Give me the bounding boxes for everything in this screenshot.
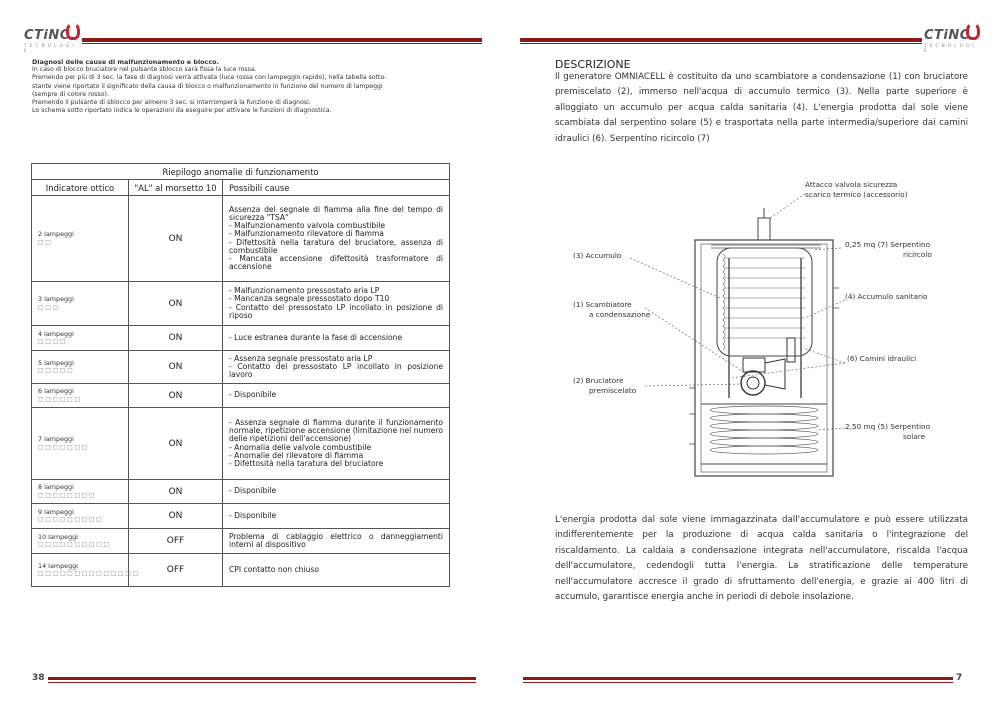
label-line: (2) Bruciatore [573,376,624,385]
blink-dots-icon: □□□□□□ [38,395,82,403]
page-number-left: 38 [32,673,45,683]
flame-icon [966,22,980,40]
cause-line: - Malfunzionamento valvola combustibile [229,221,386,231]
blink-dots-icon: □□□□□ [38,367,75,374]
al-terminal-cell: OFF [129,529,223,554]
cause-line: - Difettosità nella taratura del bruciatore [229,458,384,468]
table-row [32,504,450,529]
al-terminal-cell: OFF [129,554,223,587]
indicator-label: 2 lampeggi [38,230,74,238]
al-terminal-cell: ON [129,480,223,504]
label-line: premiscelato [589,386,637,395]
page-number-right: 7 [956,673,963,683]
table-row [32,480,450,504]
cause-line: - Disponibile [229,486,277,496]
causes-cell [223,554,450,587]
cause-line: - Mancata accensione difettosità trasformatore di accensione [229,253,444,271]
footer-rule-right [523,677,953,680]
intro-line: (sempre di colore rosso). [32,90,109,98]
indicator-label: 6 lampeggi [38,387,74,395]
al-terminal-cell: ON [129,504,223,529]
al-terminal-cell: ON [129,351,223,384]
footer-rule-left [48,677,476,680]
blink-dots-icon: □□□ [38,303,60,311]
causes-cell [223,504,450,529]
label-line: (1) Scambiatore [573,300,632,309]
indicator-label: 14 lampeggi [38,561,78,570]
cause-line: Assenza del segnale di fiamma alla fine del tempo di sicurezza "TSA" [229,205,444,223]
label-recirc-coil [845,240,932,260]
label-line: Attacco valvola sicurezza [805,180,898,189]
section-title: DESCRIZIONE [555,58,631,71]
boiler-diagram [555,178,968,498]
indicator-label: 8 lampeggi [38,483,74,491]
al-terminal-cell: ON [129,196,223,282]
column-header: Indicatore ottico [32,180,129,196]
label-line: scarico termico (accessorio) [805,190,908,199]
solar-energy-text: L'energia prodotta dal sole viene immagazzinata dall'accumulatore e può essere utilizzata indifferentemente per la produzione di acqua calda sanitaria o l'integrazione del riscaldamento. La caldaia a condensazione integrata nell'accumulatore, riscalda l'acqua dell'accumulatore, cedendogli tutta l'energia. La stratificazione delle temperature nell'accumulatore accresce il grado di sfruttamento dell'energia, e grazie ai 400 litri di accumulo, garantisce energia anche in periodi di debole insolazione. [555,515,968,603]
intro-title: Diagnosi delle cause di malfunzionamento e blocco. [32,58,219,66]
logo-subtitle: T E C N O L O G I E [24,43,75,53]
indicator-label: 4 lampeggi [38,329,74,338]
al-terminal-cell: ON [129,408,223,480]
indicator-label: 7 lampeggi [38,435,74,443]
al-terminal-cell: ON [129,384,223,408]
cause-line: - Malfunzionamento rilevatore di fiamma [229,229,384,239]
cause-line: - Assenza segnale pressostato aria LP [229,353,373,363]
intro-line: Lo schema sotto riportato indica le operazioni da eseguire per attivare le funzioni di diagnostica. [32,107,332,115]
diagnosis-intro [32,58,442,115]
indicator-cell [32,529,129,554]
label-burner [573,376,636,396]
logo-text: CTiNC [924,28,970,43]
causes-cell [223,196,450,282]
flame-icon [66,22,80,40]
indicator-label: 10 lampeggi [38,532,78,541]
logo-text: CTiNC [24,28,70,43]
intro-line: Premendo il pulsante di sblocco per almeno 3 sec. si interromperà la funzione di diagnosi. [32,99,311,107]
cause-line: Problema di cablaggio elettrico o danneggiamenti interni al dispositivo [229,531,444,549]
label-line: 2,50 mq (5) Serpentino [845,422,931,431]
header-rule-left [82,38,482,42]
indicator-label: 5 lampeggi [38,358,74,367]
al-terminal-cell: ON [129,326,223,351]
column-header: Possibili cause [223,180,450,196]
label-line: 0,25 mq (7) Serpentino [845,240,931,249]
causes-cell [223,408,450,480]
table-row [32,529,450,554]
indicator-cell [32,480,129,504]
table-row [32,554,450,587]
indicator-cell [32,504,129,529]
blink-dots-icon: □□ [38,238,53,246]
fault-rows [32,196,450,587]
cause-line: - Mancanza segnale pressostato dopo T10 [229,294,390,304]
cause-line: - Contatto del pressostato LP incollato in posizione di riposo [229,302,444,320]
label-chimneys: (6) Camini idraulici [847,354,917,363]
brand-logo-left [24,22,80,53]
label-line: solare [903,432,926,441]
label-dhw-tank: (4) Accumulo sanitario [845,292,928,301]
indicator-cell [32,351,129,384]
label-exchanger [573,300,650,320]
indicator-label: 3 lampeggi [38,295,74,303]
cause-line: - Disponibile [229,510,277,520]
cause-line: CPI contatto non chiuso [229,564,320,574]
cause-line: - Malfunzionamento pressostato aria LP [229,286,380,296]
causes-cell [223,351,450,384]
indicator-cell [32,282,129,326]
blink-dots-icon: □□□□□□□□ [38,491,97,499]
blink-dots-icon: □□□□ [38,338,68,345]
blink-dots-icon: □□□□□□□□□□□□□□ [38,570,140,577]
table-row [32,196,450,282]
label-safety-valve [805,180,908,200]
indicator-cell [32,554,140,587]
table-row [32,326,450,351]
indicator-cell [32,408,129,480]
causes-cell [223,480,450,504]
boiler-drawing [555,178,968,498]
al-terminal-cell: ON [129,282,223,326]
brand-logo-right [924,22,980,53]
indicator-cell [32,196,129,282]
label-line: ricircolo [903,250,932,259]
causes-cell [223,326,450,351]
cause-line: - Anomalie del rilevatore di fiamma [229,450,364,460]
intro-line: Premendo per più di 3 sec. la fase di diagnosi verrà attivata (luce rossa con lampeggio rapido), nella tabella sotto- [32,74,387,82]
cause-line: - Luce estranea durante la fase di accensione [229,332,403,342]
label-solar-coil [845,422,930,442]
cause-line: - Disponibile [229,390,277,400]
logo-subtitle: T E C N O L O G I E [924,43,975,53]
cause-line: - Anomalia delle valvole combustibile [229,442,372,452]
causes-cell [223,282,450,326]
indicator-cell [32,326,129,351]
table-row [32,408,450,480]
blink-dots-icon: □□□□□□□ [38,443,89,451]
table-row [32,384,450,408]
blink-dots-icon: □□□□□□□□□ [38,516,104,523]
description-text: Il generatore OMNIACELL è costituito da uno scambiatore a condensazione (1) con bruciatore premiscelato (2), immerso nell'acqua di accumulo termico (3). Nella parte superiore è alloggiato un accumulo per acqua calda sanitaria (4). L'energia prodotta dal sole viene scambiata dal serpentino solare (5) e trasportata nella parte intermedia/superiore dai camini idraulici (6). Serpentino ricircolo (7) [555,72,968,144]
causes-cell [223,384,450,408]
indicator-label: 9 lampeggi [38,507,74,516]
table-row [32,351,450,384]
column-header: "AL" al morsetto 10 [129,180,223,196]
indicator-cell [32,384,129,408]
cause-line: - Assenza segnale di fiamma durante il funzionamento normale, ripetizione accensione (limitazione nel numero delle ripetizioni dell'accensione) [229,418,444,444]
cause-line: - Difettosità nella taratura del bruciatore, assenza di combustibile [229,237,444,255]
cause-line: - Contatto del pressostato LP incollato in posizione lavoro [229,361,444,380]
intro-line: stante viene riportato il significato della causa di blocco o malfunzionamento in funzione del numero di lampeggi [32,82,383,90]
fault-summary-table [31,163,450,587]
header-rule-right [520,38,922,42]
blink-dots-icon: □□□□□□□□□□ [38,541,111,548]
table-row [32,282,450,326]
label-line: a condensazione [589,310,651,319]
table-title: Riepilogo anomalie di funzionamento [32,164,450,180]
causes-cell [223,529,450,554]
intro-line: In caso di blocco bruciatore nel pulsante sblocco sarà fissa la luce rossa. [32,66,257,74]
label-accumulo: (3) Accumulo [573,251,622,260]
